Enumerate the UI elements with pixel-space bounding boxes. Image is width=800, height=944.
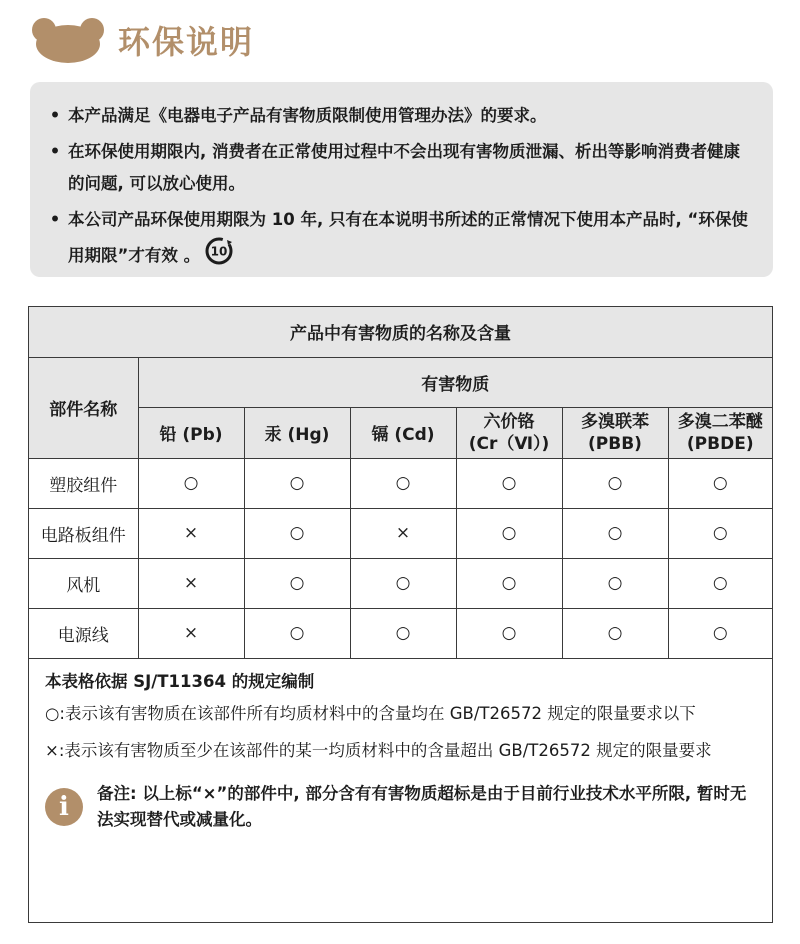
table-title: 产品中有害物质的名称及含量 <box>29 307 772 357</box>
column-header: 多溴联苯 (PBB) <box>562 407 668 458</box>
mark-cell: × <box>138 608 244 658</box>
mark-cell: ○ <box>244 558 350 608</box>
mark-cell: × <box>350 508 456 558</box>
mark-cell: ○ <box>350 558 456 608</box>
remark <box>45 781 756 833</box>
cross-symbol: × <box>45 740 59 760</box>
page-title: 环保说明 <box>118 23 255 61</box>
table-row <box>29 608 772 658</box>
table-row <box>29 508 772 558</box>
mark-cell: ○ <box>138 458 244 508</box>
column-header: 六价铬 (Cr（Ⅵ）) <box>456 407 562 458</box>
note-text: 本产品满足《电器电子产品有害物质限制使用管理办法》的要求。 <box>68 106 547 125</box>
part-name: 风机 <box>29 558 138 608</box>
hazard-table <box>29 307 772 659</box>
column-header: 多溴二苯醚 (PBDE) <box>668 407 772 458</box>
mark-cell: ○ <box>562 508 668 558</box>
table-row <box>29 558 772 608</box>
mark-cell: ○ <box>562 608 668 658</box>
mark-cell: ○ <box>456 608 562 658</box>
eco-period-badge-icon <box>204 236 234 277</box>
remark-text: 备注: 以上标“×”的部件中, 部分含有有害物质超标是由于目前行业技术水平所限, 暂时无法实现替代或减量化。 <box>97 783 747 829</box>
note-text: 本公司产品环保使用期限为 10 年, 只有在本说明书所述的正常情况下使用本产品时, “环保使用期限”才有效 。 <box>68 210 748 265</box>
part-name: 塑胶组件 <box>29 458 138 508</box>
mark-cell: ○ <box>350 608 456 658</box>
mark-cell: ○ <box>244 508 350 558</box>
legend-circle-text: :表示该有害物质在该部件所有均质材料中的含量均在 GB/T26572 规定的限量要求以下 <box>59 703 696 723</box>
note-item <box>42 136 749 200</box>
note-text: 在环保使用期限内, 消费者在正常使用过程中不会出现有害物质泄漏、析出等影响消费者健康的问题, 可以放心使用。 <box>68 142 741 193</box>
part-header: 部件名称 <box>29 357 138 458</box>
bullet: • <box>49 210 61 229</box>
legend-circle <box>45 701 756 726</box>
mark-cell: ○ <box>668 458 772 508</box>
mark-cell: ○ <box>456 508 562 558</box>
mark-cell: ○ <box>244 608 350 658</box>
part-name: 电源线 <box>29 608 138 658</box>
substance-header: 有害物质 <box>138 357 772 407</box>
notes-box <box>30 82 773 277</box>
mark-cell: ○ <box>244 458 350 508</box>
page-header <box>30 14 254 66</box>
mark-cell: × <box>138 558 244 608</box>
note-item <box>42 204 749 277</box>
circle-symbol: ○ <box>45 703 60 723</box>
mark-cell: ○ <box>562 558 668 608</box>
mark-cell: ○ <box>668 558 772 608</box>
info-icon: i <box>45 788 83 826</box>
bullet: • <box>49 106 61 125</box>
mark-cell: ○ <box>350 458 456 508</box>
hazard-sheet <box>28 306 773 923</box>
bullet: • <box>49 142 61 161</box>
mark-cell: ○ <box>668 608 772 658</box>
column-header: 汞 (Hg) <box>244 407 350 458</box>
footnotes <box>29 659 772 833</box>
table-row <box>29 458 772 508</box>
legend-cross <box>45 738 756 763</box>
column-header-row <box>29 407 772 458</box>
note-item <box>42 100 749 132</box>
mark-cell: ○ <box>456 558 562 608</box>
column-header: 镉 (Cd) <box>350 407 456 458</box>
table-basis: 本表格依据 SJ/T11364 的规定编制 <box>45 671 315 691</box>
eco-period-value: 10 <box>210 244 228 259</box>
bear-head-icon <box>30 16 106 64</box>
mark-cell: × <box>138 508 244 558</box>
legend-cross-text: :表示该有害物质至少在该部件的某一均质材料中的含量超出 GB/T26572 规定的限量要求 <box>58 740 712 760</box>
mark-cell: ○ <box>562 458 668 508</box>
mark-cell: ○ <box>668 508 772 558</box>
part-name: 电路板组件 <box>29 508 138 558</box>
mark-cell: ○ <box>456 458 562 508</box>
column-header: 铅 (Pb) <box>138 407 244 458</box>
